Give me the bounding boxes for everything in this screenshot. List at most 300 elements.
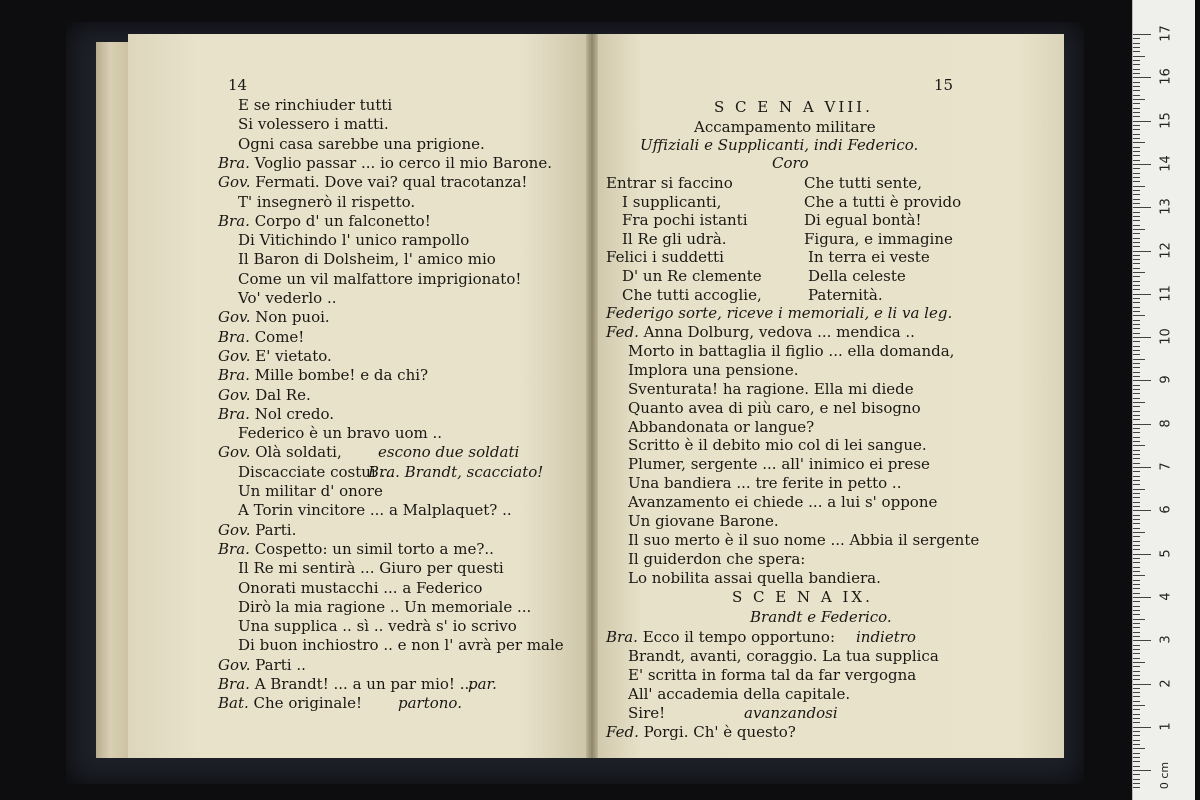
ruler-tick [1133,748,1145,749]
text-line [628,399,921,417]
speaker-label: Gov. [218,346,256,365]
ruler-tick [1133,103,1140,104]
ruler-unit: 0 cm [1158,761,1172,790]
chorus-line: Felici i suddetti [606,248,724,267]
line-text: Un giovane Barone. [628,512,779,530]
stage-note: partono. [398,694,462,713]
ruler-tick [1133,337,1151,338]
text-line [628,685,850,703]
ruler-tick [1133,484,1140,485]
ruler-tick [1133,220,1140,221]
ruler-tick [1133,549,1140,550]
stage-direction: Federigo sorte, riceve i memoriali, e li va leg. [606,304,953,322]
ruler-tick [1133,272,1145,273]
ruler-tick [1133,129,1140,130]
ruler-tick [1133,545,1140,546]
line-text: Sventurata! ha ragione. Ella mi diede [628,379,914,398]
ruler-tick [1133,281,1140,282]
line-text: Ogni casa sarebbe una prigione. [238,134,485,153]
scene-characters: Uffiziali e Supplicanti, indi Federico. [640,136,919,154]
ruler-tick [1133,398,1140,399]
text-line [628,666,916,684]
line-text: Come! [254,327,305,346]
ruler-tick [1133,376,1140,377]
line-text: A Torin vincitore ... a Malplaquet? .. [238,501,512,520]
ruler-number: 4 [1158,592,1174,601]
ruler-tick [1133,320,1140,321]
text-line [218,173,527,191]
ruler-tick [1133,367,1140,368]
line-text: Una bandiera ... tre ferite in petto .. [628,474,902,493]
line-text: Onorati mustacchi ... a Federico [238,578,483,597]
ruler-tick [1133,406,1140,407]
ruler-tick [1133,597,1151,598]
line-text: E' vietato. [255,346,332,365]
line-text: Scritto è il debito mio col di lei sangue. [628,436,927,455]
ruler-tick [1133,701,1140,702]
ruler-number: 16 [1158,68,1174,86]
ruler-tick [1133,354,1140,355]
chorus-line: Paternità. [808,285,883,304]
line-text: Di buon inchiostro .. e non l' avrà per male [238,636,564,655]
scene-setting: Accampamento militare [694,118,876,136]
ruler-tick [1133,350,1140,351]
ruler-number: 8 [1158,419,1174,428]
text-line [628,550,805,568]
text-line [238,193,415,211]
ruler-tick [1133,411,1140,412]
line-text: Il Re mi sentirà ... Giuro per questi [238,559,504,578]
line-text: Avanzamento ei chiede ... a lui s' oppone [628,493,938,512]
ruler-tick [1133,692,1140,693]
ruler-tick [1133,679,1140,680]
ruler-tick [1133,606,1140,607]
text-line [218,405,334,423]
line-text: E se rinchiuder tutti [238,96,393,114]
measuring-ruler [1132,0,1195,800]
line-text: Dal Re. [255,385,311,404]
ruler-tick [1133,194,1140,195]
ruler-tick [1133,476,1140,477]
ruler-tick [1133,108,1140,109]
text-line [628,474,901,492]
ruler-number: 6 [1158,505,1174,514]
stage-note: avanzandosi [744,704,838,722]
ruler-tick [1133,458,1140,459]
line-text: Mille bombe! e da chi? [254,366,429,385]
chorus-line: In terra ei veste [808,248,930,267]
text-line [628,455,930,473]
book-gutter [586,34,598,758]
ruler-number: 9 [1158,375,1174,385]
line-text: Implora una pensione. [628,360,799,379]
line-text: Un militar d' onore [238,482,383,500]
left-page [128,34,590,758]
ruler-tick [1133,502,1140,503]
ruler-tick [1133,393,1140,394]
ruler-tick [1133,536,1140,537]
line-text: Lo nobilita assai quella bandiera. [628,568,881,587]
ruler-tick [1133,454,1140,455]
ruler-tick [1133,298,1140,299]
text-line [238,636,564,654]
ruler-number: 12 [1158,241,1174,259]
speaker-label: Bra. [218,211,255,230]
ruler-tick [1133,770,1151,771]
chorus-line: Che tutti accoglie, [622,285,762,304]
page-number: 14 [228,76,248,94]
line-text: Sire! [628,704,666,722]
ruler-tick [1133,779,1140,780]
speaker-label: Bra. [606,628,643,646]
ruler-tick [1133,766,1140,767]
ruler-tick [1133,186,1145,187]
ruler-tick [1133,506,1140,507]
ruler-tick [1133,463,1140,464]
text-line [218,212,431,230]
ruler-tick [1133,532,1145,533]
ruler-tick [1133,467,1151,468]
text-line [218,656,306,674]
text-line [218,521,296,539]
ruler-tick [1133,757,1140,758]
ruler-tick [1133,601,1140,602]
ruler-tick [1133,787,1140,788]
ruler-tick [1133,112,1140,113]
ruler-number: 7 [1158,462,1174,471]
ruler-tick [1133,632,1140,633]
scene-title: S C E N A VIII. [714,98,873,116]
ruler-tick [1133,181,1140,182]
line-text: Che originale! [253,694,363,713]
line-text: Federico è un bravo uom .. [238,424,443,443]
text-line [238,115,389,133]
ruler-tick [1133,424,1151,425]
ruler-tick [1133,727,1151,728]
line-text: Cospetto: un simil torto a me?.. [254,539,494,558]
ruler-tick [1133,541,1140,542]
ruler-tick [1133,619,1145,620]
text-line [218,308,330,326]
chorus-line: Figura, e immagine [804,229,953,248]
ruler-number: 5 [1158,548,1174,558]
ruler-tick [1133,761,1140,762]
text-line [628,569,881,587]
text-line [606,628,835,646]
ruler-tick [1133,359,1145,360]
ruler-tick [1133,653,1140,654]
speaker-label: Bra. [218,366,255,385]
text-line [238,289,337,307]
ruler-tick [1133,489,1145,490]
line-text: All' accademia della capitale. [628,685,851,703]
chorus-line: Entrar si faccino [606,174,733,192]
speaker-label: Bra. [218,404,255,423]
ruler-tick [1133,662,1145,663]
ruler-tick [1133,480,1140,481]
ruler-tick [1133,60,1140,61]
line-text: Si volessero i matti. [238,115,389,134]
ruler-tick [1133,688,1140,689]
ruler-tick [1133,151,1140,152]
chorus-label: Coro [772,154,809,172]
ruler-tick [1133,294,1151,295]
line-text: Abbandonata or langue? [628,417,815,436]
text-line [218,386,311,404]
speaker-label: Gov. [218,655,256,674]
ruler-tick [1133,774,1140,775]
ruler-tick [1133,77,1151,78]
ruler-tick [1133,95,1140,96]
ruler-number: 15 [1158,111,1174,129]
line-text: Di Vitichindo l' unico rampollo [238,231,470,250]
scene-title: S C E N A IX. [732,588,873,606]
ruler-tick [1133,437,1140,438]
ruler-tick [1133,432,1140,433]
ruler-tick [1133,125,1140,126]
ruler-tick [1133,363,1140,364]
ruler-tick [1133,428,1140,429]
ruler-number: 11 [1158,285,1174,302]
line-text: Porgi. Ch' è questo? [643,723,796,741]
ruler-tick [1133,636,1140,637]
ruler-tick [1133,246,1140,247]
ruler-tick [1133,627,1140,628]
line-text: Una supplica .. sì .. vedrà s' io scrivo [238,617,517,636]
ruler-tick [1133,160,1140,161]
ruler-tick [1133,493,1140,494]
line-text: Quanto avea di più caro, e nel bisogno [628,398,921,417]
text-line [238,617,517,635]
ruler-tick [1133,623,1140,624]
text-line [628,531,979,549]
ruler-tick [1133,528,1140,529]
ruler-tick [1133,82,1140,83]
speaker-label: Gov. [218,308,256,327]
line-text: Corpo d' un falconetto! [254,211,431,230]
chorus-line: Di egual bontà! [804,211,922,230]
line-text: Morto in battaglia il figlio ... ella domanda, [628,341,955,360]
ruler-tick [1133,709,1140,710]
line-text: Dirò la mia ragione .. Un memoriale ... [238,597,532,616]
ruler-tick [1133,649,1140,650]
line-text: Parti. [255,520,297,539]
chorus-line: Fra pochi istanti [622,211,748,230]
line-text: Brandt, avanti, coraggio. La tua supplica [628,647,939,665]
text-line [218,675,474,693]
text-line [218,443,342,461]
stage-note: escono due soldati [378,443,520,462]
ruler-tick [1133,567,1140,568]
text-line [238,598,531,616]
ruler-tick [1133,645,1140,646]
ruler-tick [1133,173,1140,174]
ruler-tick [1133,419,1140,420]
ruler-tick [1133,212,1140,213]
ruler-tick [1133,450,1140,451]
ruler-tick [1133,276,1140,277]
ruler-tick [1133,69,1140,70]
ruler-tick [1133,380,1151,381]
chorus-line: Che a tutti è provido [804,192,962,211]
line-text: Fermati. Dove vai? qual tracotanza! [255,173,528,192]
speaker-label: Gov. [218,385,256,404]
ruler-tick [1133,121,1151,122]
ruler-tick [1133,43,1140,44]
ruler-number: 2 [1158,678,1174,688]
line-text: Olà soldati, [255,443,342,462]
ruler-tick [1133,580,1140,581]
speaker-label: Gov. [218,173,256,192]
ruler-tick [1133,744,1140,745]
text-line [218,328,304,346]
text-line [628,493,937,511]
line-text: Come un vil malfattore imprigionato! [238,269,522,288]
ruler-tick [1133,554,1151,555]
ruler-tick [1133,614,1140,615]
text-line [238,231,469,249]
ruler-tick [1133,207,1151,208]
stage-note: Bra. Brandt, scacciato! [368,462,544,481]
ruler-tick [1133,289,1140,290]
ruler-number: 10 [1158,328,1174,345]
ruler-tick [1133,571,1140,572]
ruler-tick [1133,523,1140,524]
ruler-tick [1133,562,1140,563]
ruler-tick [1133,73,1140,74]
ruler-tick [1133,225,1140,226]
ruler-tick [1133,640,1151,641]
ruler-tick [1133,242,1140,243]
ruler-tick [1133,328,1140,329]
text-line [606,323,915,341]
ruler-tick [1133,199,1140,200]
ruler-tick [1133,696,1140,697]
ruler-tick [1133,593,1140,594]
ruler-tick [1133,311,1140,312]
ruler-tick [1133,134,1140,135]
ruler-tick [1133,177,1140,178]
ruler-tick [1133,510,1151,511]
ruler-tick [1133,307,1140,308]
ruler-tick [1133,164,1151,165]
line-text: Il Baron di Dolsheim, l' amico mio [238,250,496,269]
line-text: Anna Dolburg, vedova ... mendica .. [643,323,915,341]
text-line [218,540,494,558]
ruler-tick [1133,402,1145,403]
right-page [594,34,1064,758]
ruler-tick [1133,47,1140,48]
ruler-tick [1133,263,1140,264]
ruler-tick [1133,259,1140,260]
ruler-tick [1133,675,1140,676]
ruler-tick [1133,34,1151,35]
ruler-tick [1133,268,1140,269]
stage-note: indietro [856,628,916,646]
ruler-number: 13 [1158,198,1174,215]
ruler-tick [1133,64,1140,65]
speaker-label: Bra. [218,539,255,558]
ruler-tick [1133,671,1140,672]
ruler-number: 17 [1158,25,1174,42]
ruler-tick [1133,718,1140,719]
ruler-tick [1133,86,1140,87]
ruler-tick [1133,705,1145,706]
ruler-tick [1133,753,1140,754]
text-line [238,250,496,268]
ruler-tick [1133,147,1140,148]
text-line [628,512,779,530]
line-text: A Brandt! ... a un par mio! ... [254,675,475,693]
chorus-line: D' un Re clemente [622,267,762,285]
ruler-tick [1133,190,1140,191]
ruler-tick [1133,584,1140,585]
chorus-line: Il Re gli udrà. [622,229,727,248]
ruler-tick [1133,255,1140,256]
ruler-tick [1133,731,1140,732]
ruler-tick [1133,610,1140,611]
ruler-number: 14 [1158,155,1174,172]
ruler-tick [1133,302,1140,303]
text-line [238,559,504,577]
text-line [628,436,927,454]
ruler-tick [1133,51,1140,52]
page-number: 15 [934,76,954,94]
ruler-tick [1133,285,1140,286]
ruler-tick [1133,441,1140,442]
text-line [218,347,332,365]
text-line [238,501,512,519]
text-line [218,694,362,712]
line-text: Ecco il tempo opportuno: [642,628,835,646]
speaker-label: Gov. [218,443,256,462]
ruler-tick [1133,142,1145,143]
ruler-tick [1133,497,1140,498]
ruler-tick [1133,722,1140,723]
ruler-number: 3 [1158,635,1174,644]
text-line [628,418,814,436]
line-text: Vo' vederlo .. [238,289,337,307]
chorus-line: Che tutti sente, [804,174,923,192]
chorus-line: Della celeste [808,267,906,285]
speaker-label: Fed. [606,323,644,341]
ruler-tick [1133,155,1140,156]
ruler-tick [1133,714,1140,715]
speaker-label: Gov. [218,520,256,539]
speaker-label: Bra. [218,327,255,346]
text-line [628,342,954,360]
ruler-tick [1133,389,1140,390]
ruler-tick [1133,684,1151,685]
ruler-tick [1133,735,1140,736]
speaker-label: Bra. [218,153,255,172]
chorus-line: I supplicanti, [622,192,722,211]
line-text: Discacciate costui ... [238,462,395,481]
text-line [238,482,383,500]
line-text: E' scritta in forma tal da far vergogna [628,666,917,684]
ruler-tick [1133,515,1140,516]
page-edges [96,42,132,758]
ruler-tick [1133,315,1145,316]
ruler-tick [1133,415,1140,416]
ruler-tick [1133,238,1140,239]
text-line [238,270,521,288]
ruler-tick [1133,203,1140,204]
speaker-label: Fed. [606,723,644,741]
ruler-tick [1133,346,1140,347]
speaker-label: Bra. [218,675,255,693]
ruler-tick [1133,168,1140,169]
